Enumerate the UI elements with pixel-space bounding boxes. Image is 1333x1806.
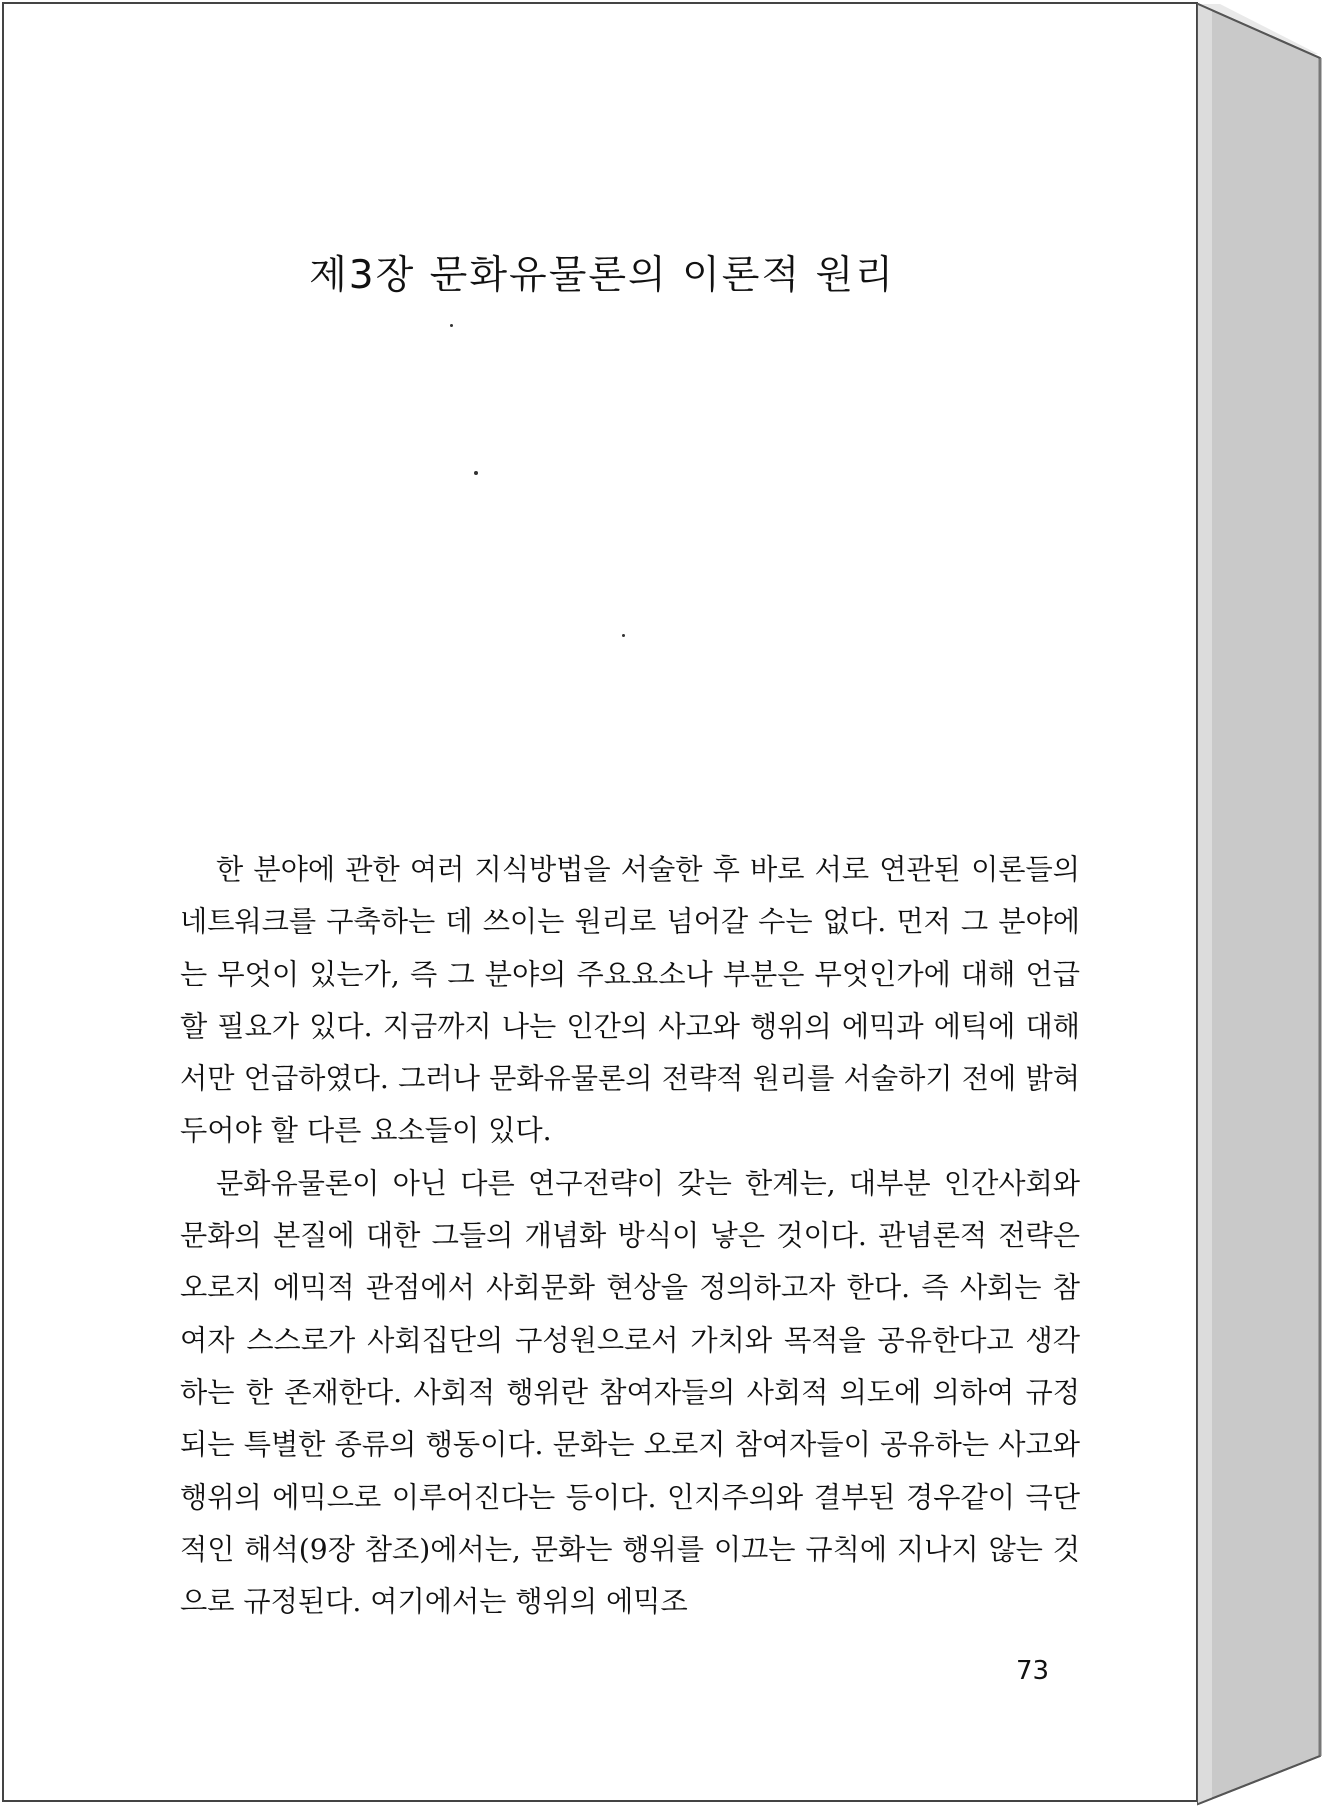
chapter-title: 제3장 문화유물론의 이론적 원리: [309, 253, 895, 298]
body-text: [180, 844, 1080, 1628]
scan-speck: [474, 471, 478, 475]
scan-speck: [450, 324, 453, 327]
paragraph: 문화유물론이 아닌 다른 연구전략이 갖는 한계는, 대부분 인간사회와 문화의 본질에 대한 그들의 개념화 방식이 낳은 것이다. 관념론적 전략은 오로지 에믹적 관점에서 사회문화 현상을 정의하고자 한다. 즉 사회는 참여자 스스로가 사회집단의 구성원으로서 가치와 목적을 공유한다고 생각하는 한 존재한다. 사회적 행위란 참여자들의 사회적 의도에 의하여 규정되는 특별한 종류의 행동이다. 문화는 오로지 참여자들이 공유하는 사고와 행위의 에믹으로 이루어진다는 등이다. 인지주의와 결부된 경우같이 극단적인 해석(9장 참조)에서는, 문화는 행위를 이끄는 규칙에 지나지 않는 것으로 규정된다. 여기에서는 행위의 에믹조: [180, 1166, 1080, 1619]
book-page: [2, 2, 1198, 1802]
page-number: 73: [1016, 1656, 1050, 1686]
paragraph: 한 분야에 관한 여러 지식방법을 서술한 후 바로 서로 연관된 이론들의 네트워크를 구축하는 데 쓰이는 원리로 넘어갈 수는 없다. 먼저 그 분야에는 무엇이 있는가, 즉 그 분야의 주요요소나 부분은 무엇인가에 대해 언급할 필요가 있다. 지금까지 나는 인간의 사고와 행위의 에믹과 에틱에 대해서만 언급하였다. 그러나 문화유물론의 전략적 원리를 서술하기 전에 밝혀두어야 할 다른 요소들이 있다.: [180, 853, 1080, 1148]
scan-speck: [622, 634, 625, 637]
